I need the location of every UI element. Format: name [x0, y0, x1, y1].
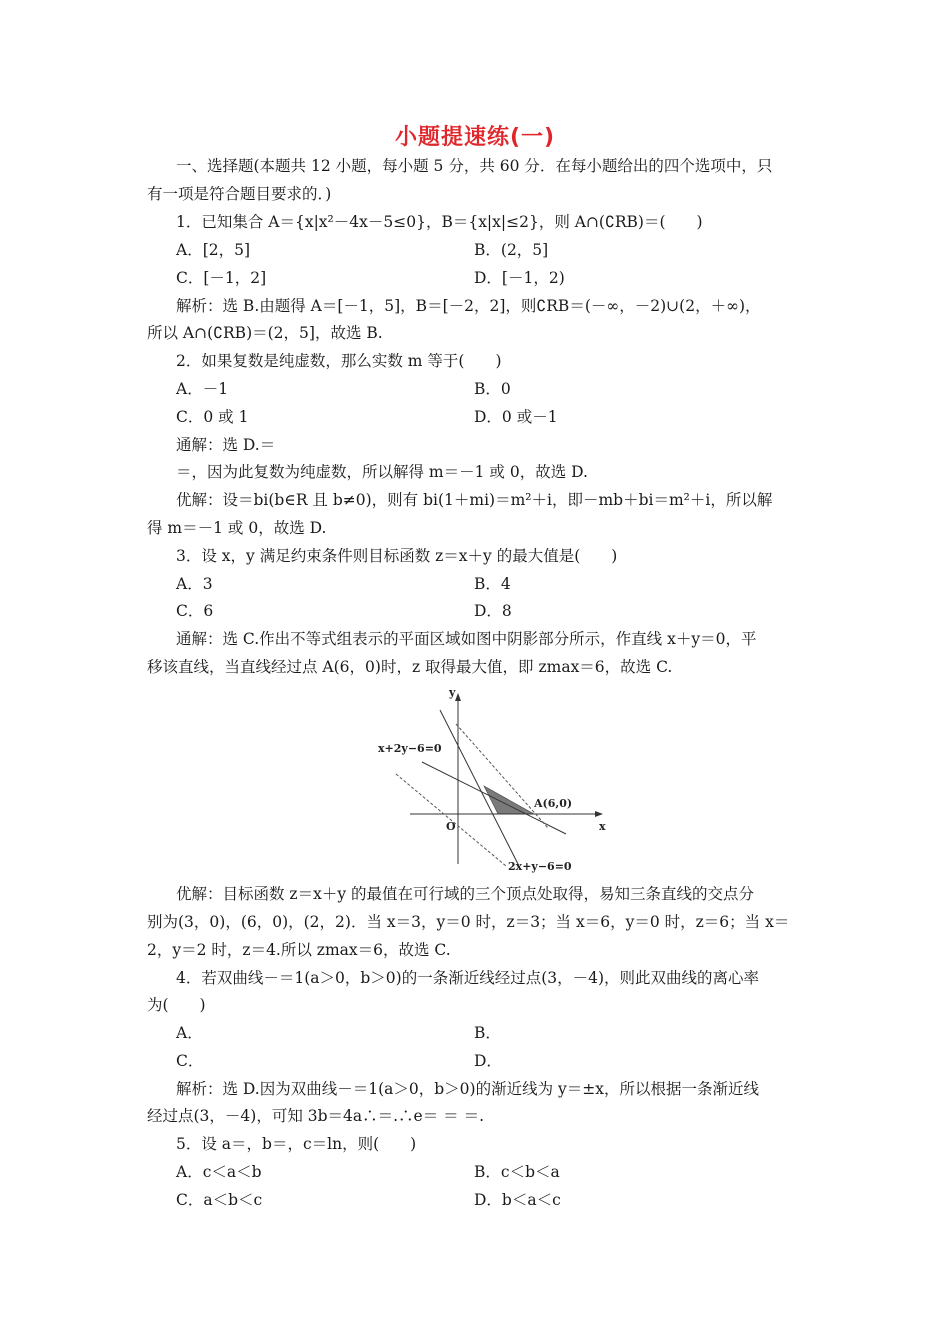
q2-option-a: A．－1	[176, 380, 229, 398]
y-axis-arrow	[455, 693, 461, 701]
feasible-region-figure	[376, 684, 616, 874]
q1-solution-line: 所以 A∩(∁RB)＝(2，5]，故选 B.	[147, 324, 383, 342]
section-intro-line: 一、选择题(本题共 12 小题，每小题 5 分，共 60 分．在每小题给出的四个选项中，只	[176, 157, 773, 175]
question-2-stem: 2．如果复数是纯虚数，那么实数 m 等于( )	[176, 352, 502, 370]
q3-alt-solution-line: 2，y＝2 时，z＝4.所以 zmax＝6，故选 C.	[147, 941, 451, 959]
page-title: 小题提速练(一)	[394, 125, 556, 150]
line-1-label: x+2y−6=0	[378, 742, 442, 755]
q2-solution-line: 通解：选 D.＝	[176, 436, 276, 454]
q2-solution-line: 优解：设＝bi(b∈R 且 b≠0)，则有 bi(1＋mi)＝m²＋i，即－mb＋bi＝m²＋i，所以解	[176, 491, 773, 509]
feasible-region-graph	[376, 684, 616, 874]
q5-option-c: C．a＜b＜c	[176, 1191, 263, 1209]
q1-option-a: A．[2，5]	[176, 241, 251, 259]
q1-option-b: B．(2，5]	[474, 241, 549, 259]
q3-option-a: A．3	[176, 575, 213, 593]
q2-option-c: C．0 或 1	[176, 408, 249, 426]
x-axis-label: x	[599, 820, 606, 833]
q5-option-a: A．c＜a＜b	[176, 1163, 262, 1181]
q2-option-d: D．0 或－1	[474, 408, 558, 426]
question-4-stem: 4．若双曲线－＝1(a＞0，b＞0)的一条渐近线经过点(3，－4)，则此双曲线的离心率	[176, 969, 760, 987]
q5-option-b: B．c＜b＜a	[474, 1163, 560, 1181]
q2-option-b: B．0	[474, 380, 511, 398]
q2-solution-line: 得 m＝－1 或 0，故选 D.	[147, 519, 327, 537]
q3-alt-solution-line: 优解：目标函数 z＝x＋y 的最值在可行域的三个顶点处取得，易知三条直线的交点分	[176, 885, 755, 903]
question-4-stem: 为( )	[147, 996, 206, 1014]
q3-option-b: B．4	[474, 575, 511, 593]
line-2x-plus-y-minus-6	[440, 710, 518, 864]
question-1-stem: 1．已知集合 A＝{x|x²－4x－5≤0}，B＝{x|x|≤2}，则 A∩(∁RB)＝( )	[176, 213, 703, 231]
q3-solution-line: 通解：选 C.作出不等式组表示的平面区域如图中阴影部分所示，作直线 x＋y＝0，平	[176, 630, 757, 648]
q4-option-b: B．	[474, 1024, 501, 1042]
question-5-stem: 5．设 a＝，b＝，c＝ln，则( )	[176, 1135, 417, 1153]
q4-option-a: A．	[176, 1024, 203, 1042]
q3-option-d: D．8	[474, 602, 512, 620]
q3-option-c: C．6	[176, 602, 214, 620]
question-3-stem: 3．设 x，y 满足约束条件则目标函数 z＝x＋y 的最大值是( )	[176, 547, 618, 565]
q3-alt-solution-line: 别为(3，0)，(6，0)，(2，2)．当 x＝3，y＝0 时，z＝3；当 x＝6，y＝0 时，z＝6；当 x＝	[147, 913, 790, 931]
shaded-feasible-region	[484, 786, 534, 814]
line-2-label: 2x+y−6=0	[508, 860, 572, 873]
point-a-label: A(6,0)	[534, 797, 573, 810]
q1-solution-line: 解析：选 B.由题得 A＝[－1，5]，B＝[－2，2]，则∁RB＝(－∞，－2)∪(2，＋∞)，	[176, 297, 761, 315]
q5-option-d: D．b＜a＜c	[474, 1191, 561, 1209]
q1-option-c: C．[－1，2]	[176, 269, 267, 287]
q2-solution-line: ＝，因为此复数为纯虚数，所以解得 m＝－1 或 0，故选 D.	[176, 463, 588, 481]
q1-option-d: D．[－1，2)	[474, 269, 565, 287]
x-axis-arrow	[595, 811, 603, 817]
y-axis-label: y	[449, 686, 456, 699]
q4-option-d: D．	[474, 1052, 502, 1070]
section-intro-line: 有一项是符合题目要求的．)	[147, 185, 332, 203]
q4-solution-line: 解析：选 D.因为双曲线－＝1(a＞0，b＞0)的渐近线为 y＝±x，所以根据一条渐近线	[176, 1080, 759, 1098]
q3-solution-line: 移该直线，当直线经过点 A(6，0)时，z 取得最大值，即 zmax＝6，故选 C.	[147, 658, 673, 676]
q4-option-c: C．	[176, 1052, 204, 1070]
q4-solution-line: 经过点(3，－4)，可知 3b＝4a∴＝.∴e＝ ＝ ＝.	[147, 1107, 485, 1125]
origin-label: O	[446, 820, 456, 833]
